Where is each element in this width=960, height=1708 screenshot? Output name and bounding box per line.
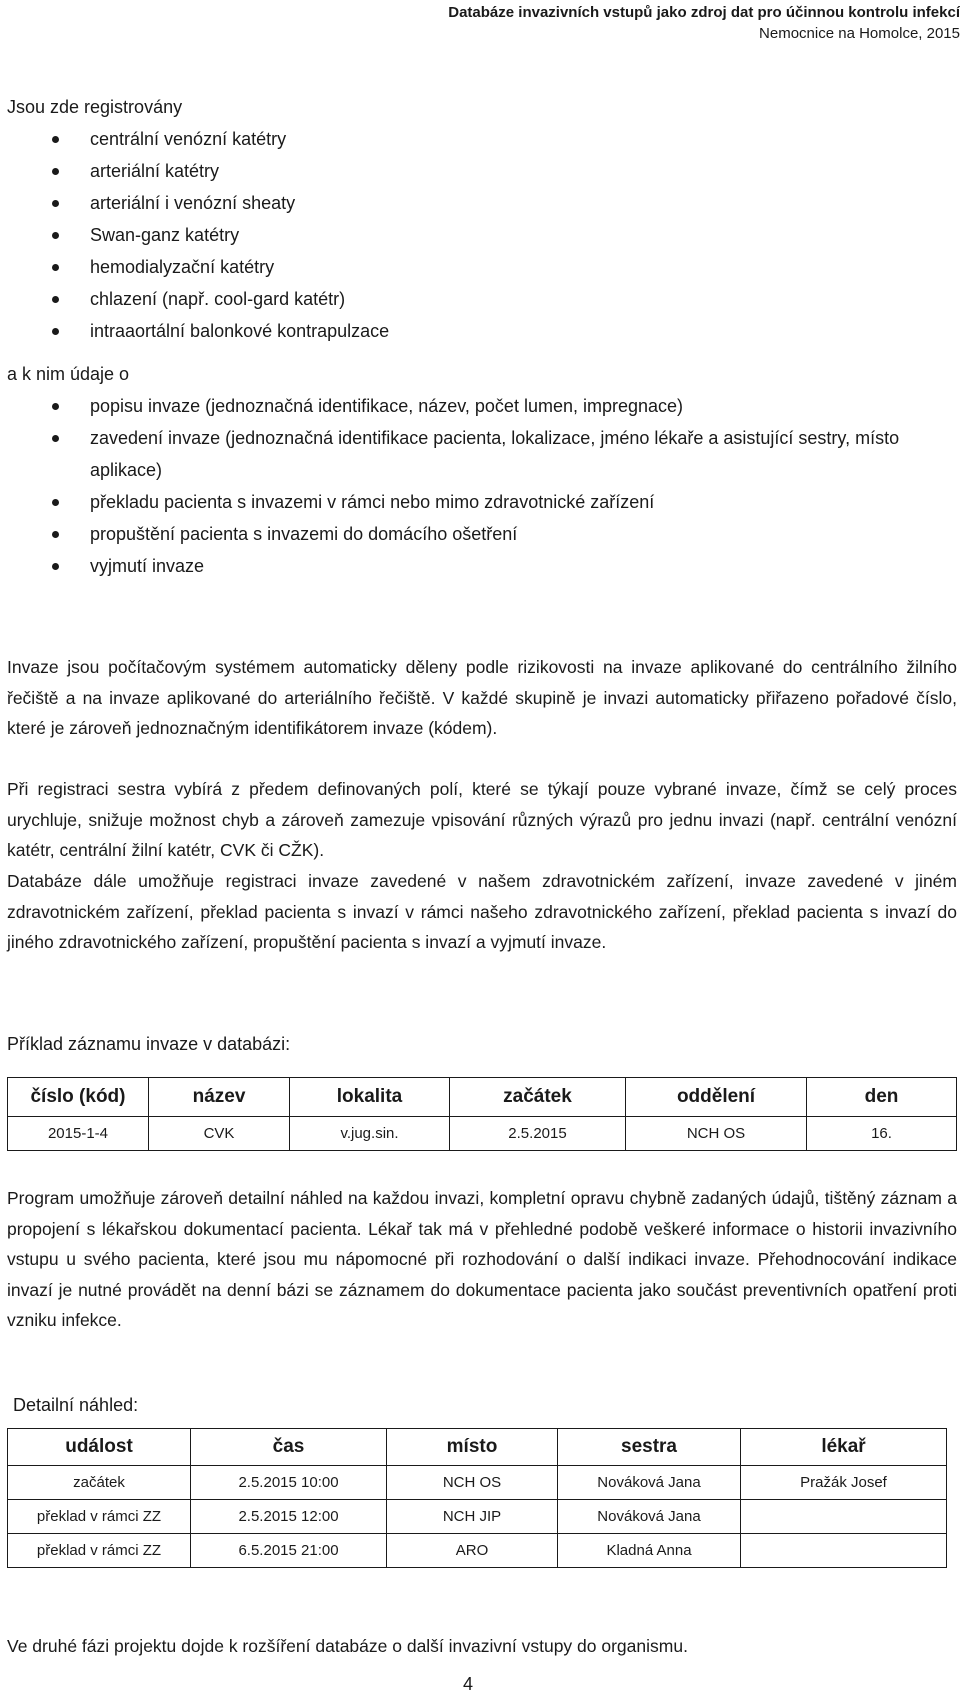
paragraph-registration: Při registraci sestra vybírá z předem definovaných polí, které se týkají pouze vybrané invaze, čímž se celý proces urychluje, snižuje možnost chyb a zároveň zamezuje vpisování různých výrazů pro jednu invazi (např. centrální venózní katétr, centrální žilní katétr, CVK či CŽK). xyxy=(7,779,957,860)
bullet-icon xyxy=(52,499,59,506)
table-row xyxy=(8,1466,947,1500)
list1-intro: Jsou zde registrovány xyxy=(7,97,183,117)
table-cell: NCH JIP xyxy=(387,1500,558,1534)
paragraph-next-phase: Ve druhé fázi projektu dojde k rozšíření databáze o další invazivní vstupy do organismu. xyxy=(7,1636,688,1656)
paragraph-program: Program umožňuje zároveň detailní náhled na každou invazi, kompletní opravu chybně zadaných údajů, tištěný záznam a propojení s lékařskou dokumentací pacienta. Lékař tak má v přehledné podobě veškeré informace o historii invazivního vstupu u svého pacienta, které jsou mu nápomocné při rozhodování o další indikaci invaze. Přehodnocování indikace invazí je nutné provádět na denní bázi se záznamem do dokumentace pacienta jako součást preventivních opatření proti vzniku infekce. xyxy=(7,1188,957,1330)
header-title: Databáze invazivních vstupů jako zdroj dat pro účinnou kontrolu infekcí xyxy=(448,4,960,21)
table-cell: Nováková Jana xyxy=(558,1500,741,1534)
column-header: sestra xyxy=(558,1429,741,1466)
table-cell: překlad v rámci ZZ xyxy=(8,1500,191,1534)
list-item: popisu invaze (jednoznačná identifikace, název, počet lumen, impregnace) xyxy=(0,390,956,422)
column-header: začátek xyxy=(450,1078,626,1117)
bullet-icon xyxy=(52,264,59,271)
bullet-icon xyxy=(52,232,59,239)
table-row xyxy=(8,1534,947,1568)
table-header-row xyxy=(8,1078,957,1117)
detail-view-table xyxy=(7,1428,947,1568)
table-cell: Pražák Josef xyxy=(741,1466,947,1500)
list-item: arteriální katétry xyxy=(0,155,956,187)
column-header: den xyxy=(807,1078,957,1117)
column-header: číslo (kód) xyxy=(8,1078,149,1117)
column-header: lokalita xyxy=(290,1078,450,1117)
bullet-icon xyxy=(52,296,59,303)
bullet-icon xyxy=(52,136,59,143)
table-row xyxy=(8,1117,957,1151)
table-cell: CVK xyxy=(149,1117,290,1151)
table2-caption: Detailní náhled: xyxy=(13,1395,139,1415)
bullet-icon xyxy=(52,328,59,335)
column-header: událost xyxy=(8,1429,191,1466)
table-cell: 2.5.2015 10:00 xyxy=(191,1466,387,1500)
table-header-row xyxy=(8,1429,947,1466)
table-cell: NCH OS xyxy=(626,1117,807,1151)
table1-caption: Příklad záznamu invaze v databázi: xyxy=(7,1034,291,1054)
list-item: arteriální i venózní sheaty xyxy=(0,187,956,219)
bullet-icon xyxy=(52,168,59,175)
table-cell: začátek xyxy=(8,1466,191,1500)
list-item: hemodialyzační katétry xyxy=(0,251,956,283)
record-example-table xyxy=(7,1077,957,1151)
bullet-icon xyxy=(52,200,59,207)
list-item: vyjmutí invaze xyxy=(0,550,956,582)
header-subtitle: Nemocnice na Homolce, 2015 xyxy=(759,25,960,42)
column-header: název xyxy=(149,1078,290,1117)
table-cell: 16. xyxy=(807,1117,957,1151)
list-item: intraaortální balonkové kontrapulzace xyxy=(0,315,956,347)
table-cell xyxy=(741,1534,947,1568)
table-cell: NCH OS xyxy=(387,1466,558,1500)
bullet-icon xyxy=(52,531,59,538)
paragraph-database: Databáze dále umožňuje registraci invaze zavedené v našem zdravotnickém zařízení, invaze zavedené v jiném zdravotnickém zařízení, překlad pacienta s invazí v rámci našeho zdravotnického zařízení, překlad pacienta s invazí do jiného zdravotnického zařízení, propuštění pacienta s invazí a vyjmutí invaze. xyxy=(7,871,957,952)
table-cell: Kladná Anna xyxy=(558,1534,741,1568)
list-item: překladu pacienta s invazemi v rámci nebo mimo zdravotnické zařízení xyxy=(0,486,956,518)
table-cell xyxy=(741,1500,947,1534)
page-header xyxy=(448,2,960,44)
list-item: zavedení invaze (jednoznačná identifikace pacienta, lokalizace, jméno lékaře a asistující sestry, místo aplikace) xyxy=(0,422,956,486)
bullet-icon xyxy=(52,563,59,570)
list-item: chlazení (např. cool-gard katétr) xyxy=(0,283,956,315)
table-cell: Nováková Jana xyxy=(558,1466,741,1500)
list-item: propuštění pacienta s invazemi do domácího ošetření xyxy=(0,518,956,550)
bullet-icon xyxy=(52,403,59,410)
column-header: čas xyxy=(191,1429,387,1466)
table-cell: v.jug.sin. xyxy=(290,1117,450,1151)
table-cell: 6.5.2015 21:00 xyxy=(191,1534,387,1568)
list2-intro: a k nim údaje o xyxy=(7,364,130,384)
table-row xyxy=(8,1500,947,1534)
table-cell: ARO xyxy=(387,1534,558,1568)
page-number: 4 xyxy=(462,1674,473,1694)
registered-types-list xyxy=(0,123,956,347)
data-fields-list xyxy=(0,390,956,582)
list-item: Swan-ganz katétry xyxy=(0,219,956,251)
table-cell: překlad v rámci ZZ xyxy=(8,1534,191,1568)
column-header: oddělení xyxy=(626,1078,807,1117)
table-cell: 2.5.2015 12:00 xyxy=(191,1500,387,1534)
column-header: lékař xyxy=(741,1429,947,1466)
paragraph-classification: Invaze jsou počítačovým systémem automaticky děleny podle rizikovosti na invaze aplikované do centrálního žilního řečiště a na invaze aplikované do arteriálního řečiště. V každé skupině je invazi automaticky přiřazeno pořadové číslo, které je zároveň jednoznačným identifikátorem invaze (kódem). xyxy=(7,657,957,738)
list-item: centrální venózní katétry xyxy=(0,123,956,155)
column-header: místo xyxy=(387,1429,558,1466)
table-cell: 2.5.2015 xyxy=(450,1117,626,1151)
bullet-icon xyxy=(52,435,59,442)
table-cell: 2015-1-4 xyxy=(8,1117,149,1151)
